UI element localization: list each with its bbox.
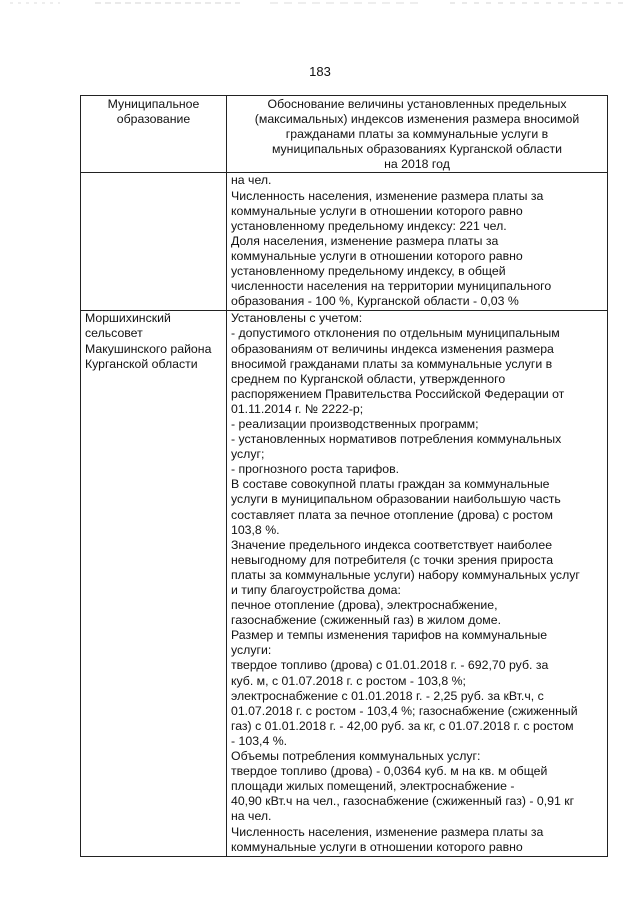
text-line: Численность населения, изменение размера платы за	[231, 824, 544, 839]
text-line: 01.07.2018 г. с ростом - 103,4 %; газоснабжение (сжиженный	[231, 703, 578, 718]
text-line: образованиям от величины индекса изменения размера	[231, 341, 554, 356]
header-text-line: (максимальных) индексов изменения размера вносимой	[254, 112, 580, 127]
header-text-line: Муниципальное	[107, 97, 200, 111]
text-line: образования - 100 %, Курганской области - 0,03 %	[231, 294, 519, 309]
text-line: 01.11.2014 г. № 2222-р;	[231, 401, 364, 416]
text-line: твердое топливо (дрова) с 01.01.2018 г. - 692,70 руб. за	[231, 658, 549, 673]
header-text-line: образование	[116, 112, 191, 127]
municipality-name-line: Курганской области	[85, 356, 198, 371]
text-line: - установленных нормативов потребления коммунальных	[231, 432, 562, 447]
text-line: твердое топливо (дрова) - 0,0364 куб. м на кв. м общей	[231, 764, 548, 779]
municipality-cell	[81, 173, 227, 311]
text-line: - допустимого отклонения по отдельным муниципальным	[231, 326, 560, 341]
text-line: площади жилых помещений, электроснабжение -	[231, 779, 515, 794]
text-line: услуги в муниципальном образовании наибольшую часть	[231, 492, 561, 507]
text-line: платы за коммунальные услуги) набору коммунальных услуг	[231, 567, 580, 582]
scan-edge-marks	[0, 0, 640, 6]
municipality-name-line: Макушинского района	[85, 341, 212, 356]
text-line: услуги:	[231, 643, 272, 658]
header-justification-cell	[227, 96, 608, 173]
municipality-name-line: сельсовет	[85, 326, 143, 341]
text-line: Объемы потребления коммунальных услуг:	[231, 749, 481, 764]
tariff-justification-table	[80, 95, 608, 857]
text-line: Размер и темпы изменения тарифов на коммунальные	[231, 628, 548, 643]
text-line: печное отопление (дрова), электроснабжение,	[231, 598, 498, 613]
justification-cell	[227, 173, 608, 311]
text-line: и типу благоустройства дома:	[231, 583, 401, 597]
text-line: установленному предельному индексу: 221 чел.	[231, 218, 507, 233]
text-line: на чел.	[231, 809, 272, 824]
municipality-cell	[81, 311, 227, 856]
text-line: Доля населения, изменение размера платы за	[231, 233, 499, 248]
text-line: - 103,4 %.	[231, 733, 288, 748]
header-text-line: муниципальных образованиях Курганской области	[271, 142, 563, 157]
text-line: куб. м, с 01.07.2018 г. с ростом - 103,8 %;	[231, 673, 466, 688]
text-line: составляет плата за печное отопление (дрова) с ростом	[231, 507, 553, 522]
text-line: 103,8 %.	[231, 522, 280, 537]
text-line: Значение предельного индекса соответствует наиболее	[231, 537, 553, 552]
municipality-name-line: Моршихинский	[85, 311, 171, 326]
header-text-line: на 2018 год	[384, 157, 450, 172]
text-line: электроснабжение с 01.01.2018 г. - 2,25 руб. за кВт.ч, с	[231, 688, 544, 703]
text-line: газоснабжение (сжиженный газ) в жилом доме.	[231, 613, 502, 628]
text-line: коммунальные услуги в отношении которого равно	[231, 839, 523, 854]
header-municipality-cell	[81, 96, 227, 173]
table-row	[81, 173, 608, 311]
page-number: 183	[309, 64, 331, 79]
text-line: распоряжением Правительства Российской Федерации от	[231, 386, 565, 401]
text-line: - прогнозного роста тарифов.	[231, 462, 400, 477]
text-line: установленному предельному индексу, в общей	[231, 264, 506, 279]
text-line: Численность населения, изменение размера платы за	[231, 188, 544, 203]
text-line: среднем по Курганской области, утвержденного	[231, 371, 506, 386]
text-line: газ) с 01.01.2018 г. - 42,00 руб. за кг, с 01.07.2018 г. с ростом	[231, 718, 574, 733]
table-header-row	[81, 96, 608, 173]
text-line: В составе совокупной платы граждан за коммунальные	[231, 477, 550, 492]
text-line: - реализации производственных программ;	[231, 416, 479, 431]
text-line: численности населения на территории муниципального	[231, 279, 552, 294]
justification-cell	[227, 311, 608, 856]
header-text-line: Обоснование величины установленных предельных	[267, 97, 567, 111]
text-line: коммунальные услуги в отношении которого равно	[231, 203, 523, 218]
text-line: на чел.	[231, 173, 272, 188]
text-line: невыгодному для потребителя (с точки зрения прироста	[231, 552, 554, 567]
text-line: коммунальные услуги в отношении которого равно	[231, 248, 523, 263]
text-line: услуг;	[231, 447, 265, 462]
table-row	[81, 311, 608, 856]
text-line: вносимой гражданами платы за коммунальные услуги в	[231, 356, 553, 371]
text-line: 40,90 кВт.ч на чел., газоснабжение (сжиженный газ) - 0,91 кг	[231, 794, 575, 809]
text-line: Установлены с учетом:	[231, 311, 363, 326]
header-text-line: гражданами платы за коммунальные услуги в	[285, 127, 549, 142]
